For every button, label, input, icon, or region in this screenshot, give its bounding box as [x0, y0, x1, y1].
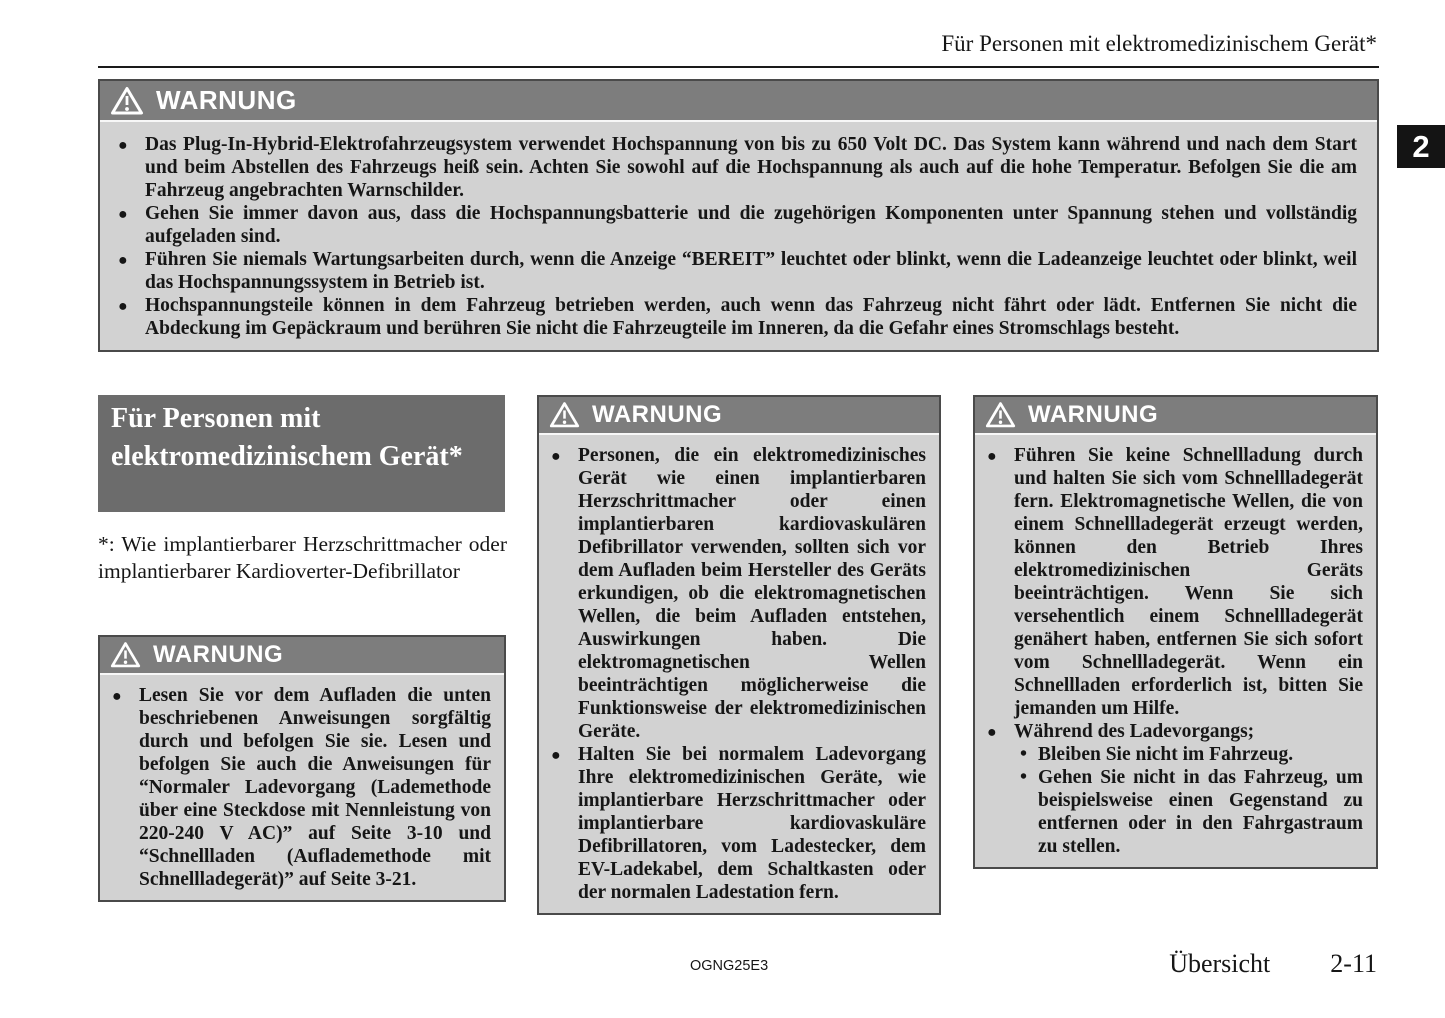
middle-warning-body — [539, 435, 939, 913]
footer-document-code: OGNG25E3 — [690, 958, 769, 974]
section-footnote: *: Wie implantierbarer Herzschrittmacher oder implantierbarer Kardioverter-Defibrillator — [98, 532, 507, 583]
middle-warning-box — [537, 395, 941, 915]
footer-right — [1169, 949, 1377, 979]
warning-item: ● Während des Ladevorgangs; — [987, 720, 1363, 743]
warning-triangle-icon — [110, 86, 144, 116]
warning-item: ● Das Plug-In-Hybrid-Elektrofahrzeugsystem verwendet Hochspannung von bis zu 650 Volt DC. Das System kann während und nach dem Start und beim Abstellen des Fahrzeugs heiß sein. Achten Sie sowohl auf die Hochspannung als auch auf die hohe Temperatur. Befolgen Sie die am Fahrzeug angebrachten Warnschilder. — [118, 133, 1357, 202]
warning-title: WARNUNG — [1028, 401, 1159, 428]
warning-item: ● Personen, die ein elektromedizinisches Gerät wie einen implantierbaren Herzschrittmacher oder einen implantierbaren kardiovaskulären Defibrillator verwenden, sollten sich vor dem Aufladen beim Hersteller des Geräts erkundigen, ob die elektromagnetischen Wellen, die beim Aufladen entstehen, Auswirkungen haben. Die elektromagnetischen Wellen beeinträchtigen möglicherweise die Funktionsweise der elektromedizinischen Geräte. — [551, 444, 926, 743]
warning-subitem: • Gehen Sie nicht in das Fahrzeug, um beispielsweise einen Gegenstand zu entfernen oder in den Fahrgastraum zu stellen. — [1014, 766, 1363, 858]
left-warning-box — [98, 635, 506, 902]
warning-item: ● Gehen Sie immer davon aus, dass die Hochspannungsbatterie und die zugehörigen Komponenten unter Spannung stehen und vollständig aufgeladen sind. — [118, 202, 1357, 248]
header-rule — [98, 66, 1379, 68]
chapter-tab — [1397, 125, 1445, 168]
warning-item: ● Halten Sie bei normalem Ladevorgang Ihre elektromedizinischen Geräte, wie implantierbare Herzschrittmacher oder implantierbare kardiovaskuläre Defibrillatoren, vom Ladestecker, dem EV-Ladekabel, dem Schaltkasten oder der normalen Ladestation fern. — [551, 743, 926, 904]
warning-triangle-icon — [985, 401, 1016, 429]
section-heading: Für Personen mit elektromedizinischem Gerät* — [98, 395, 505, 512]
left-warning-body — [100, 675, 504, 900]
warning-triangle-icon — [110, 641, 141, 669]
warning-item: ● Hochspannungsteile können in dem Fahrzeug betrieben werden, auch wenn das Fahrzeug nicht fährt oder lädt. Entfernen Sie nicht die Abdeckung im Gepäckraum und berühren Sie nicht die Fahrzeugteile im Inneren, da die Gefahr eines Stromschlags besteht. — [118, 294, 1357, 340]
right-warning-box — [973, 395, 1378, 869]
warning-title: WARNUNG — [156, 85, 297, 115]
warning-triangle-icon — [549, 401, 580, 429]
warning-item: ● Führen Sie keine Schnellladung durch und halten Sie sich vom Schnellladegerät fern. Elektromagnetische Wellen, die von einem Schnellladegerät erzeugt werden, können den Betrieb Ihres elektromedizinischen Geräts beeinträchtigen. Wenn Sie sich versehentlich einem Schnellladegerät genähert haben, entfernen Sie sich sofort vom Schnellladegerät. Wenn ein Schnellladen erforderlich ist, bitten Sie jemanden um Hilfe. — [987, 444, 1363, 720]
warning-item: ● Lesen Sie vor dem Aufladen die unten beschriebenen Anweisungen sorgfältig durch und befolgen Sie sie. Lesen und befolgen Sie auch die Anweisungen für “Normaler Ladevorgang (Lademethode über eine Steckdose mit Nennleistung von 220-240 V AC)” auf Seite 3-10 und “Schnellladen (Auflademethode mit Schnellladegerät)” auf Seite 3-21. — [112, 684, 491, 891]
footer-section-name: Übersicht — [1169, 949, 1271, 978]
top-warning-box — [98, 79, 1379, 352]
warning-subitem: • Bleiben Sie nicht im Fahrzeug. — [1014, 743, 1363, 766]
warning-item: ● Führen Sie niemals Wartungsarbeiten durch, wenn die Anzeige “BEREIT” leuchtet oder blinkt, wenn die Ladeanzeige leuchtet oder blinkt, weil das Hochspannungssystem in Betrieb ist. — [118, 248, 1357, 294]
page-header-title: Für Personen mit elektromedizinischem Gerät* — [941, 31, 1377, 56]
warning-title: WARNUNG — [153, 641, 284, 668]
right-warning-header — [975, 397, 1376, 435]
middle-warning-header — [539, 397, 939, 435]
left-warning-header — [100, 637, 504, 675]
warning-title: WARNUNG — [592, 401, 723, 428]
footer-page-number: 2-11 — [1330, 949, 1377, 978]
right-warning-body — [975, 435, 1376, 867]
top-warning-body — [100, 122, 1377, 350]
chapter-tab-number: 2 — [1412, 128, 1430, 164]
top-warning-header — [100, 81, 1377, 122]
